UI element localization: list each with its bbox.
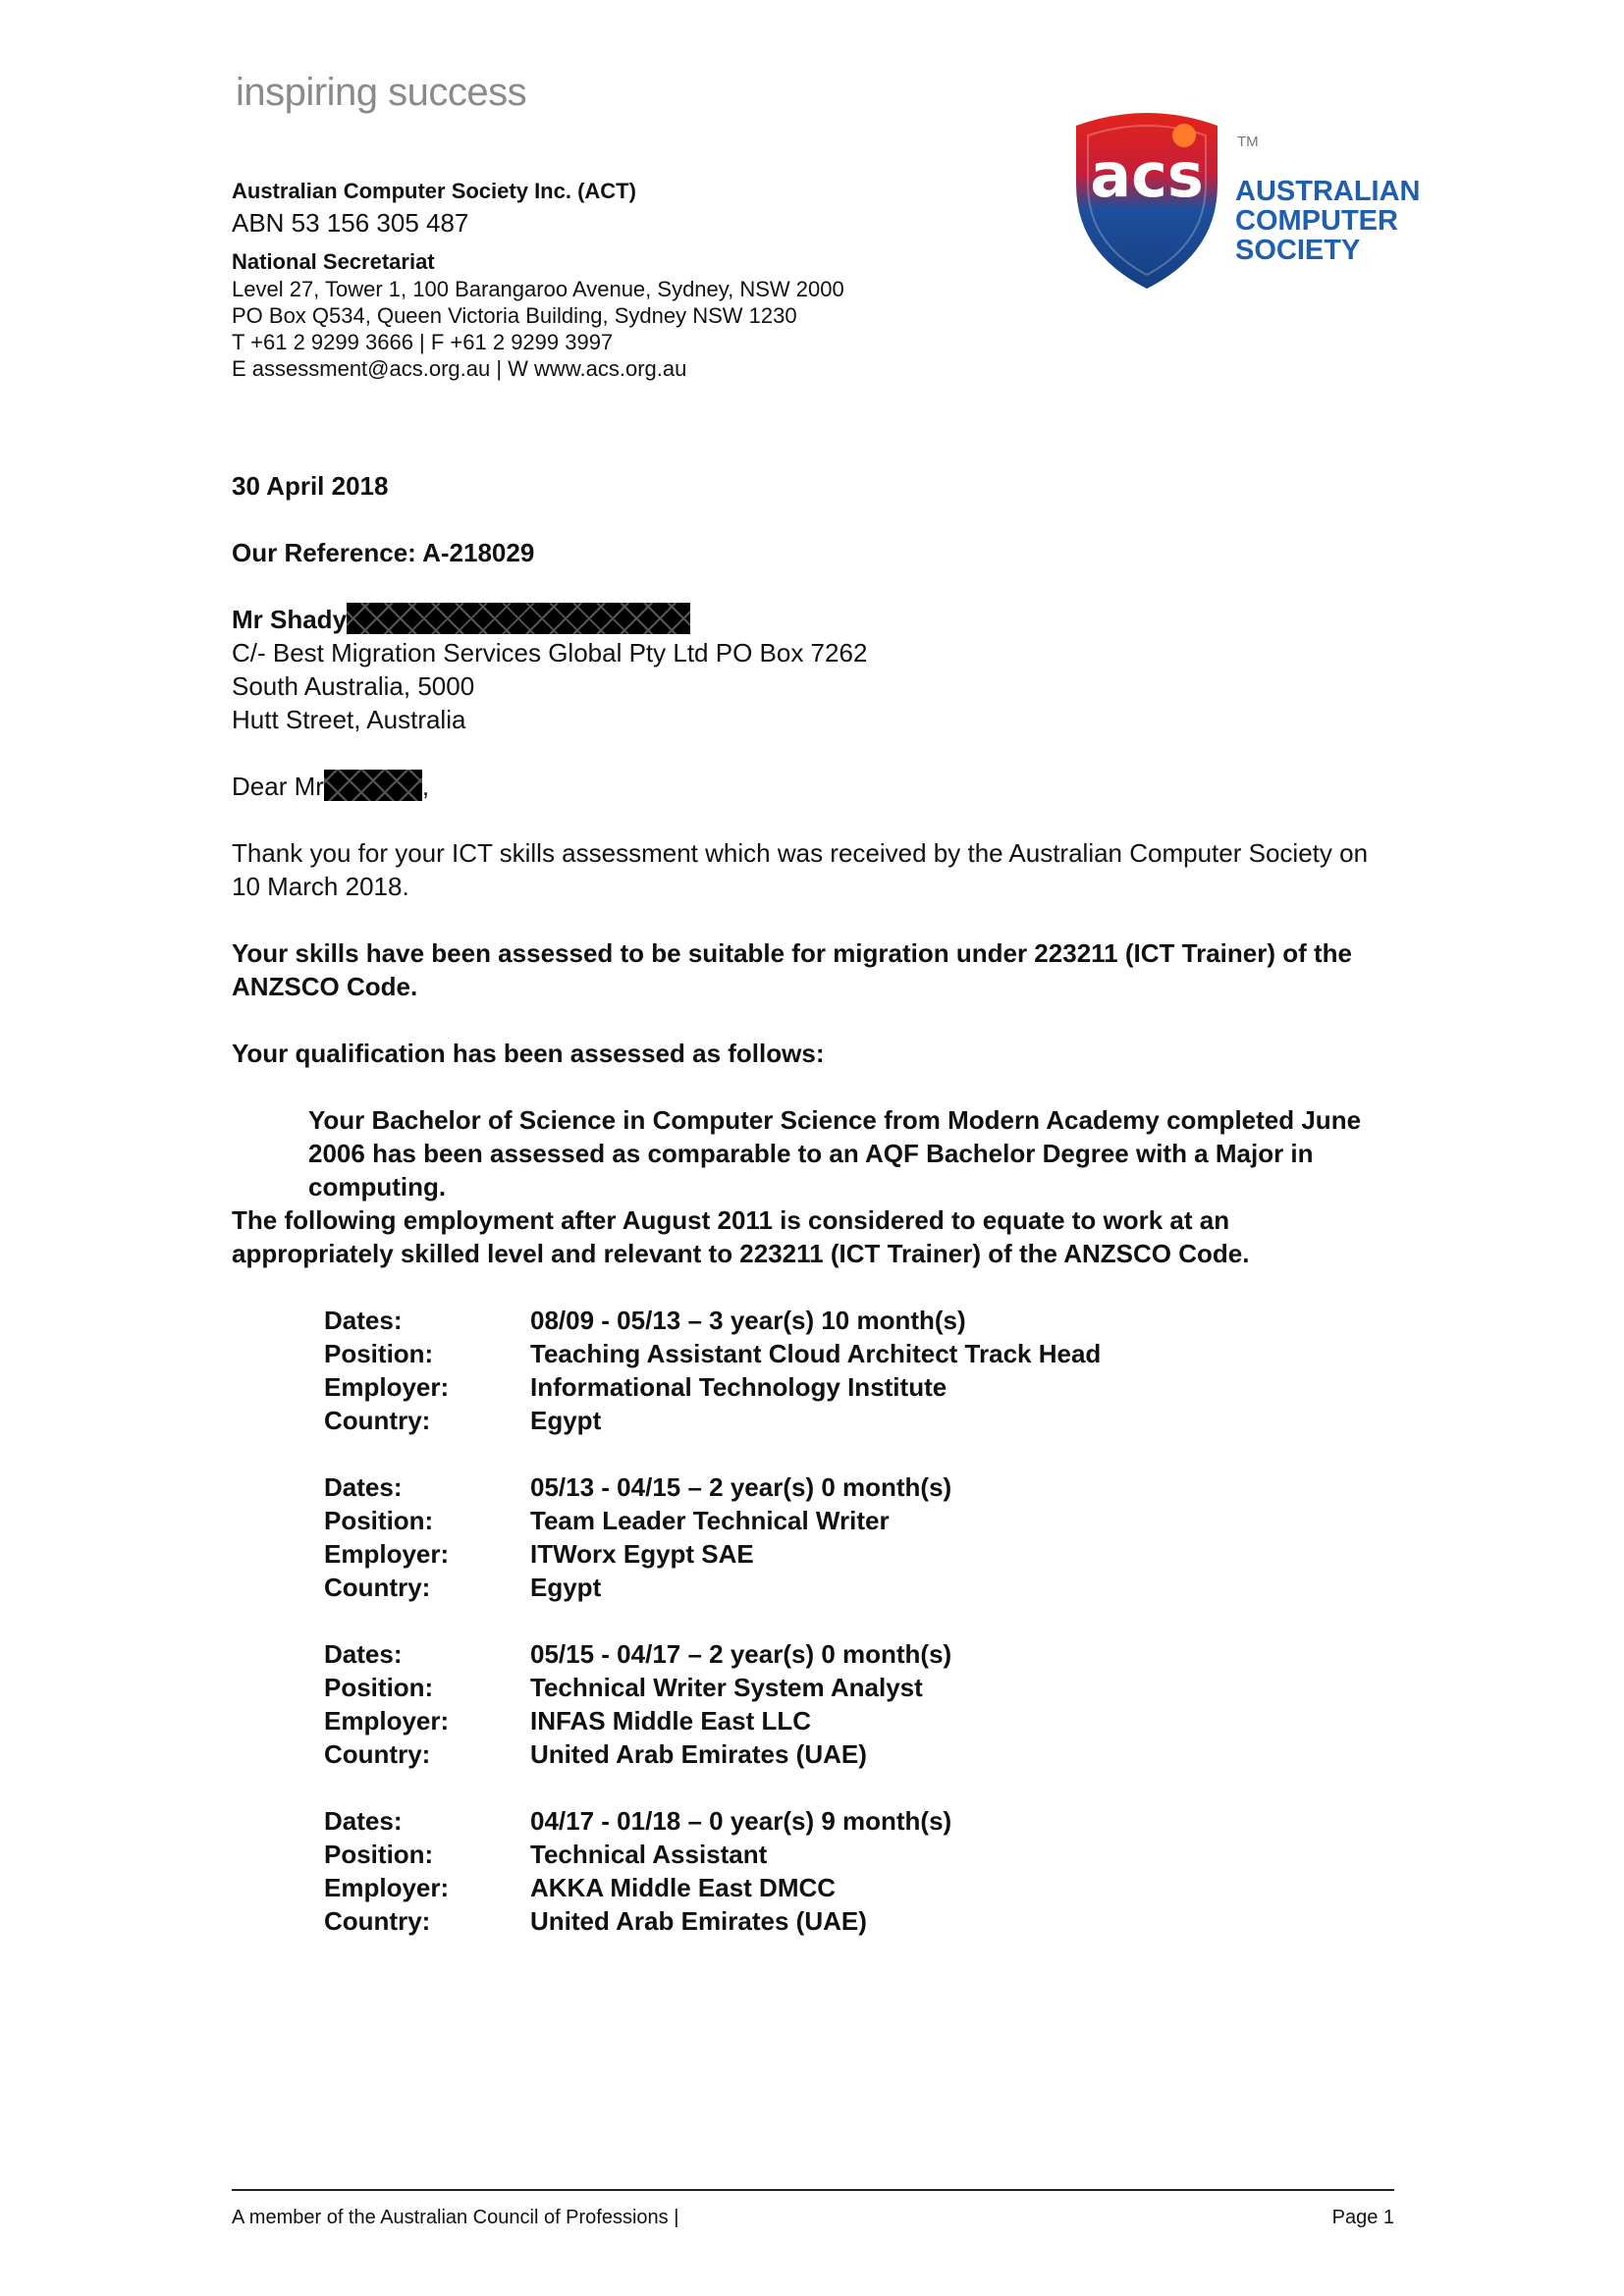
- address-line: PO Box Q534, Queen Victoria Building, Sydney NSW 1230: [232, 303, 797, 328]
- salutation-comma: ,: [421, 772, 430, 801]
- employer-label: Employer:: [324, 1873, 450, 1902]
- dates-label: Dates:: [324, 1306, 403, 1335]
- employment-country: [324, 1737, 1208, 1771]
- phone-line: T +61 2 9299 3666 | F +61 2 9299 3997: [232, 330, 614, 354]
- position-value: Team Leader Technical Writer: [530, 1506, 890, 1535]
- dates-label: Dates:: [324, 1806, 403, 1836]
- recipient-name: Mr Shady: [232, 605, 348, 634]
- employer-value: Informational Technology Institute: [530, 1372, 947, 1402]
- employment-entry: [324, 1470, 1208, 1604]
- employer-label: Employer:: [324, 1372, 450, 1402]
- country-value: Egypt: [530, 1406, 602, 1435]
- position-label: Position:: [324, 1840, 434, 1869]
- position-label: Position:: [324, 1339, 434, 1368]
- recipient-name-line: [232, 603, 1390, 636]
- letter-date: 30 April 2018: [232, 471, 389, 501]
- employment-entry: [324, 1804, 1208, 1938]
- country-value: United Arab Emirates (UAE): [530, 1906, 867, 1936]
- employment-country: [324, 1571, 1208, 1604]
- employment-position: [324, 1838, 1208, 1871]
- dates-label: Dates:: [324, 1472, 403, 1502]
- trademark-label: TM: [1237, 133, 1259, 150]
- position-value: Technical Assistant: [530, 1840, 768, 1869]
- org-name: Australian Computer Society Inc. (ACT): [232, 179, 636, 203]
- secretariat-label: National Secretariat: [232, 249, 435, 274]
- employment-country: [324, 1404, 1208, 1437]
- position-value: Teaching Assistant Cloud Architect Track Head: [530, 1339, 1102, 1368]
- intro-paragraph: Thank you for your ICT skills assessment which was received by the Australian Computer Society on 10 March 2018.: [232, 838, 1369, 901]
- redaction-block: [324, 770, 422, 801]
- country-label: Country:: [324, 1406, 431, 1435]
- employment-employer: [324, 1704, 1208, 1737]
- employer-value: INFAS Middle East LLC: [530, 1706, 812, 1735]
- footer-membership-text: A member of the Australian Council of Professions |: [232, 2207, 679, 2228]
- page-number: Page 1: [1331, 2207, 1394, 2228]
- position-label: Position:: [324, 1506, 434, 1535]
- logo-name-line: AUSTRALIAN: [1235, 176, 1421, 207]
- employment-dates: [324, 1637, 1208, 1671]
- salutation-text: Dear Mr: [232, 772, 324, 801]
- recipient-address-line: C/- Best Migration Services Global Pty Ltd PO Box 7262: [232, 638, 868, 667]
- tagline: inspiring success: [236, 71, 527, 114]
- employment-entry: [324, 1637, 1208, 1771]
- dates-label: Dates:: [324, 1639, 403, 1669]
- logo-mark-text: acs: [1090, 139, 1204, 211]
- dates-value: 05/15 - 04/17 – 2 year(s) 0 month(s): [530, 1639, 952, 1669]
- skills-statement: Your skills have been assessed to be suitable for migration under 223211 (ICT Trainer) of the ANZSCO Code.: [232, 938, 1352, 1001]
- country-value: Egypt: [530, 1573, 602, 1602]
- employer-value: ITWorx Egypt SAE: [530, 1539, 754, 1569]
- logo-name: [1235, 177, 1421, 265]
- employment-dates: [324, 1470, 1208, 1504]
- qualification-detail: Your Bachelor of Science in Computer Science from Modern Academy completed June 2006 has been assessed as comparable to an AQF Bachelor Degree with a Major in computing.: [308, 1105, 1362, 1201]
- employment-position: [324, 1671, 1208, 1704]
- dates-value: 08/09 - 05/13 – 3 year(s) 10 month(s): [530, 1306, 966, 1335]
- position-value: Technical Writer System Analyst: [530, 1673, 923, 1702]
- recipient-address-line: Hutt Street, Australia: [232, 705, 466, 734]
- qualification-heading: Your qualification has been assessed as follows:: [232, 1039, 825, 1068]
- contact-line: E assessment@acs.org.au | W www.acs.org.au: [232, 356, 687, 381]
- logo-name-line: SOCIETY: [1235, 235, 1361, 266]
- address-line: Level 27, Tower 1, 100 Barangaroo Avenue, Sydney, NSW 2000: [232, 277, 844, 301]
- employer-label: Employer:: [324, 1706, 450, 1735]
- employer-label: Employer:: [324, 1539, 450, 1569]
- shield-icon: [1068, 106, 1225, 293]
- acs-logo: [1068, 106, 1225, 297]
- employment-position: [324, 1337, 1208, 1370]
- country-label: Country:: [324, 1906, 431, 1936]
- employment-entry: [324, 1304, 1208, 1437]
- employment-dates: [324, 1304, 1208, 1337]
- position-label: Position:: [324, 1673, 434, 1702]
- salutation: [232, 770, 1390, 803]
- logo-name-line: COMPUTER: [1235, 205, 1398, 237]
- redaction-block: [347, 603, 690, 634]
- footer-divider: [232, 2189, 1394, 2191]
- dates-value: 04/17 - 01/18 – 0 year(s) 9 month(s): [530, 1806, 952, 1836]
- employer-value: AKKA Middle East DMCC: [530, 1873, 837, 1902]
- employment-employer: [324, 1370, 1208, 1404]
- employment-dates: [324, 1804, 1208, 1838]
- employment-position: [324, 1504, 1208, 1537]
- employment-heading: The following employment after August 2011 is considered to equate to work at an appropriately skilled level and relevant to 223211 (ICT Trainer) of the ANZSCO Code.: [232, 1205, 1250, 1268]
- employment-employer: [324, 1871, 1208, 1904]
- country-value: United Arab Emirates (UAE): [530, 1739, 867, 1769]
- country-label: Country:: [324, 1573, 431, 1602]
- our-reference: Our Reference: A-218029: [232, 538, 535, 567]
- employment-country: [324, 1904, 1208, 1938]
- dates-value: 05/13 - 04/15 – 2 year(s) 0 month(s): [530, 1472, 952, 1502]
- country-label: Country:: [324, 1739, 431, 1769]
- recipient-address-line: South Australia, 5000: [232, 671, 475, 701]
- employment-employer: [324, 1537, 1208, 1571]
- abn: ABN 53 156 305 487: [232, 208, 469, 238]
